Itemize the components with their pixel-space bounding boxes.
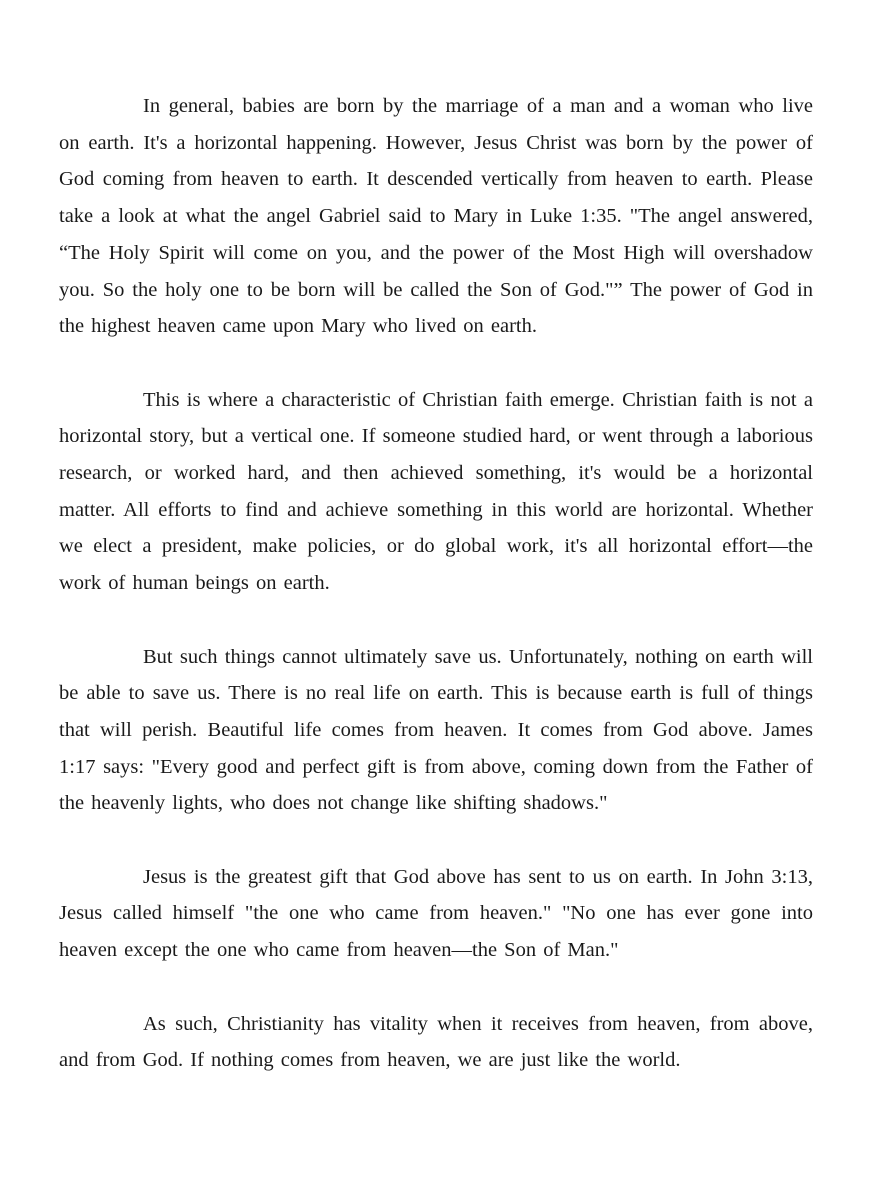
document-page bbox=[59, 88, 813, 1116]
paragraph-4: Jesus is the greatest gift that God above has sent to us on earth. In John 3:13, Jesus called himself "the one who came from heaven." "No one has ever gone into heaven except the one who came from heaven—the Son of Man." bbox=[59, 865, 813, 962]
paragraph-1: In general, babies are born by the marriage of a man and a woman who live on earth. It's a horizontal happening. However, Jesus Christ was born by the power of God coming from heaven to earth. It descended vertically from heaven to earth. Please take a look at what the angel Gabriel said to Mary in Luke 1:35. "The angel answered, “The Holy Spirit will come on you, and the power of the Most High will overshadow you. So the holy one to be born will be called the Son of God."” The power of God in the highest heaven came upon Mary who lived on earth. bbox=[59, 95, 813, 338]
paragraph-2: This is where a characteristic of Christian faith emerge. Christian faith is not a horizontal story, but a vertical one. If someone studied hard, or went through a laborious research, or worked hard, and then achieved something, it's would be a horizontal matter. All efforts to find and achieve something in this world are horizontal. Whether we elect a president, make policies, or do global work, it's all horizontal effort—the work of human beings on earth. bbox=[59, 388, 813, 595]
paragraph-3: But such things cannot ultimately save us. Unfortunately, nothing on earth will be able to save us. There is no real life on earth. This is because earth is full of things that will perish. Beautiful life comes from heaven. It comes from God above. James 1:17 says: "Every good and perfect gift is from above, coming down from the Father of the heavenly lights, who does not change like shifting shadows." bbox=[59, 645, 813, 815]
paragraph-5: As such, Christianity has vitality when it receives from heaven, from above, and from God. If nothing comes from heaven, we are just like the world. bbox=[59, 1012, 813, 1072]
